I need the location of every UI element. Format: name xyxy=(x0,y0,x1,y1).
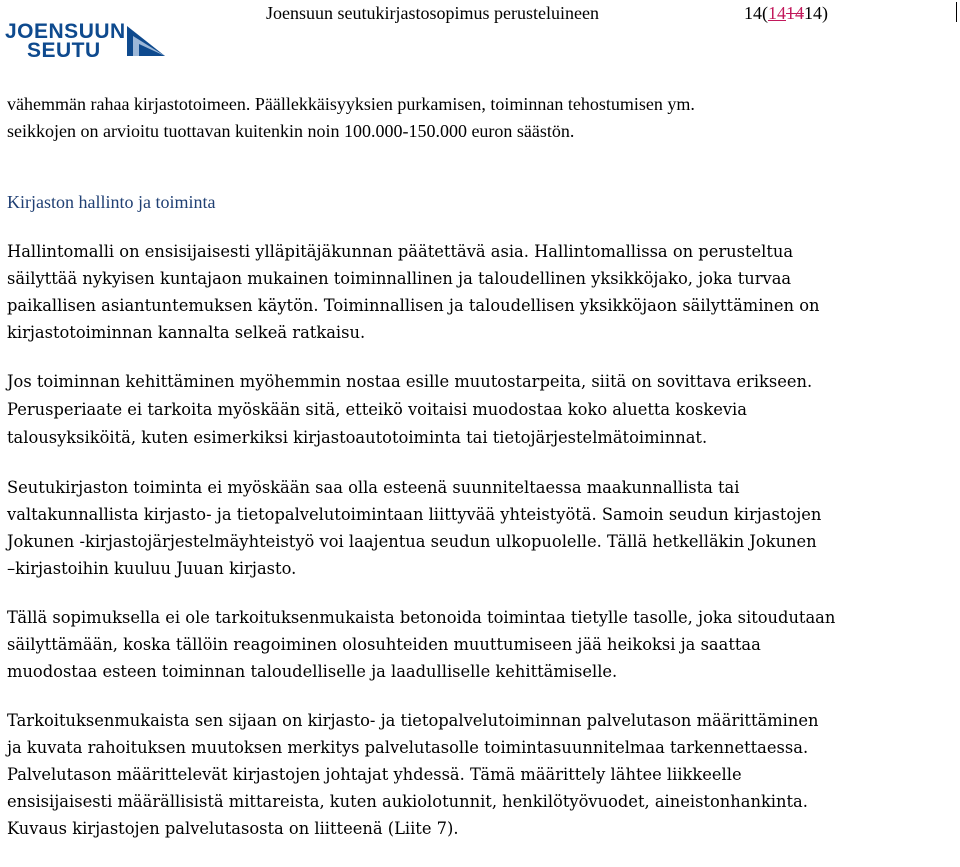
section-heading: Kirjaston hallinto ja toiminta xyxy=(7,192,216,212)
document-header-title: Joensuun seutukirjastosopimus perusteluineen xyxy=(266,3,599,23)
text-line: ja kuvata rahoituksen muutoksen merkitys palvelutasolle toimintasuunnitelmaa tarkennettaessa. xyxy=(7,738,809,757)
text-line: paikallisen asiantuntemuksen käytön. Toiminnallisen ja taloudellisen yksikköjaon säilyttäminen on xyxy=(7,296,820,315)
page-number-prefix: 14( xyxy=(744,3,768,23)
text-line: valtakunnallista kirjasto- ja tietopalvelutoimintaan liittyvää yhteistyötä. Samoin seudun kirjastojen xyxy=(7,505,822,524)
text-line: Palvelutason määrittelevät kirjastojen johtajat yhdessä. Tämä määrittely lähtee liikkeelle xyxy=(7,765,742,784)
text-line: vähemmän rahaa kirjastotoimeen. Päällekkäisyyksien purkamisen, toiminnan tehostumisen ym. xyxy=(7,94,695,114)
logo-triangle-icon xyxy=(125,24,167,58)
text-line: Perusperiaate ei tarkoita myöskään sitä, etteikö voitaisi muodostaa koko aluetta koskevia xyxy=(7,400,747,419)
logo-wordmark-line2: SEUTU xyxy=(27,39,101,62)
intro-paragraph xyxy=(7,91,957,145)
logo-wordmark-line1: JOENSUUN xyxy=(5,20,126,43)
page-number-tracked-delete: 14 xyxy=(786,3,804,23)
text-line: muodostaa esteen toiminnan taloudelliselle ja laadulliselle kehittämiselle. xyxy=(7,662,618,681)
text-cursor xyxy=(956,2,957,22)
text-line: kirjastotoiminnan kannalta selkeä ratkaisu. xyxy=(7,323,366,342)
page-number xyxy=(744,3,828,24)
page-number-suffix: ) xyxy=(822,3,828,23)
paragraph-2 xyxy=(7,368,957,452)
text-line: Seutukirjaston toiminta ei myöskään saa olla esteenä suunniteltaessa maakunnallista tai xyxy=(7,478,740,497)
paragraph-4 xyxy=(7,604,957,685)
text-line: Jokunen -kirjastojärjestelmäyhteistyö voi laajentua seudun ulkopuolelle. Tällä hetkelläkin Jokunen xyxy=(7,532,817,551)
text-line: Tällä sopimuksella ei ole tarkoituksenmukaista betonoida toimintaa tietylle tasolle, joka sitoudutaan xyxy=(7,608,836,627)
paragraph-3 xyxy=(7,474,957,582)
text-line: seikkojen on arvioitu tuottavan kuitenkin noin 100.000-150.000 euron säästön. xyxy=(7,121,575,141)
paragraph-5 xyxy=(7,707,957,842)
joensuun-seutu-logo xyxy=(5,22,165,62)
document-body xyxy=(7,91,957,842)
text-line: Hallintomalli on ensisijaisesti ylläpitäjäkunnan päätettävä asia. Hallintomallissa on perusteltua xyxy=(7,242,794,261)
page-number-tracked-insert: 14 xyxy=(768,3,786,23)
text-line: –kirjastoihin kuuluu Juuan kirjasto. xyxy=(7,559,297,578)
text-line: säilyttää nykyisen kuntajaon mukainen toiminnallinen ja taloudellinen yksikköjako, joka turvaa xyxy=(7,269,792,288)
text-line: Jos toiminnan kehittäminen myöhemmin nostaa esille muutostarpeita, siitä on sovittava erikseen. xyxy=(7,372,813,391)
text-line: Kuvaus kirjastojen palvelutasosta on liitteenä (Liite 7). xyxy=(7,819,459,838)
page-number-current: 14 xyxy=(804,3,822,23)
paragraph-1 xyxy=(7,238,957,346)
text-line: säilyttämään, koska tällöin reagoiminen olosuhteiden muuttumiseen jää heikoksi ja saattaa xyxy=(7,635,761,654)
text-line: Tarkoituksenmukaista sen sijaan on kirjasto- ja tietopalvelutoiminnan palvelutason määrittäminen xyxy=(7,711,819,730)
text-line: ensisijaisesti määrällisistä mittareista, kuten aukiolotunnit, henkilötyövuodet, aineistonhankinta. xyxy=(7,792,808,811)
text-line: talousyksiköitä, kuten esimerkiksi kirjastoautotoiminta tai tietojärjestelmätoiminnat. xyxy=(7,428,708,447)
